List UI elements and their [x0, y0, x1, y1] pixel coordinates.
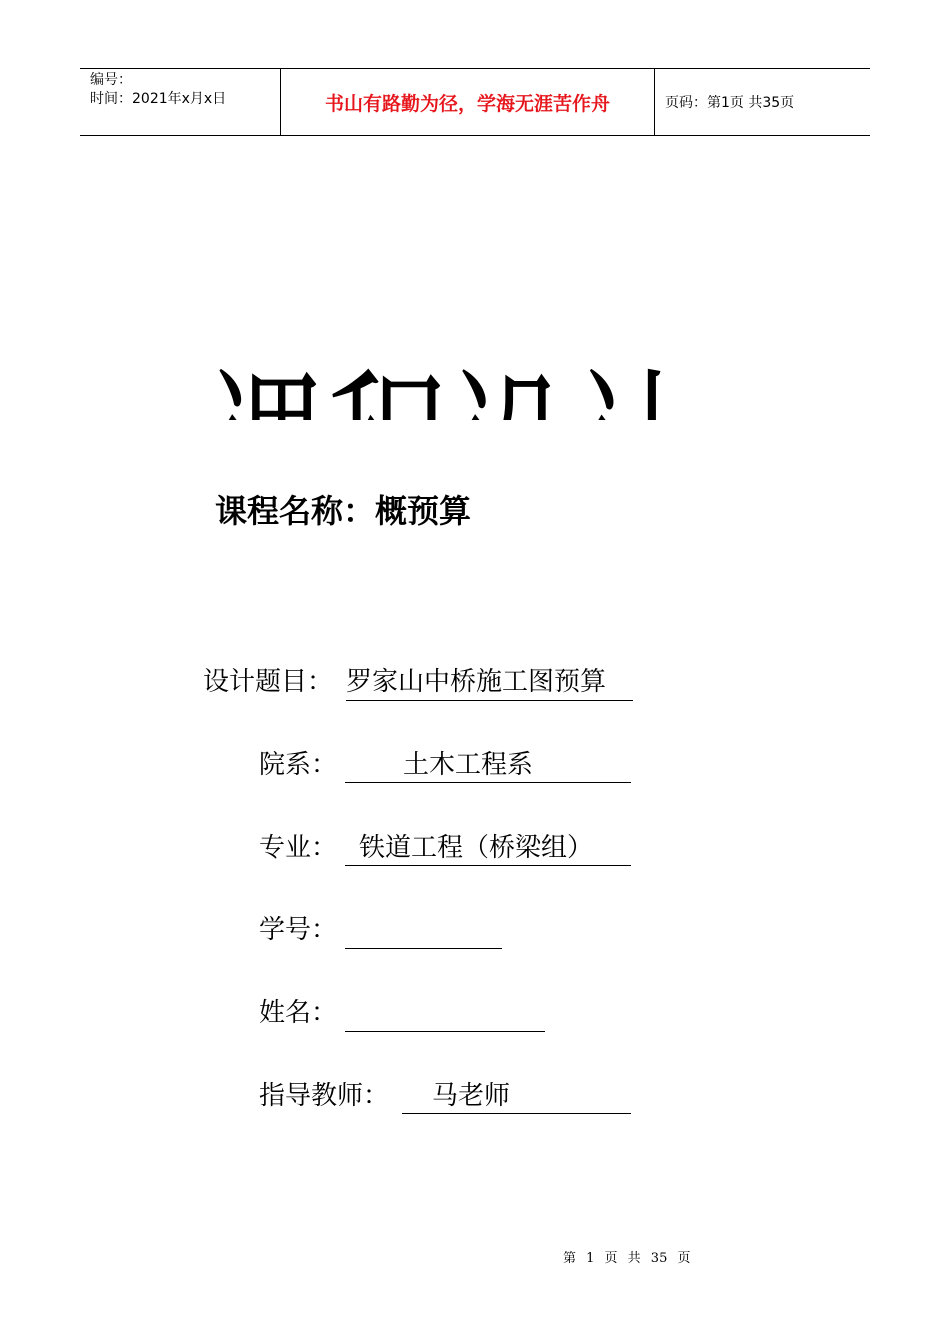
document-title: [205, 200, 705, 420]
major-label: 专业：: [259, 833, 338, 863]
document-number-label: 编号：: [90, 72, 132, 88]
name-field: [259, 993, 559, 1033]
document-title-graphic: [205, 200, 705, 420]
advisor-label: 指导教师：: [259, 1081, 390, 1111]
name-value: [345, 993, 545, 1032]
header-page-info: 页码：第1页 共35页: [665, 95, 795, 111]
topic-value: 罗家山中桥施工图预算: [346, 662, 633, 701]
page-number-footer: 第 1 页 共 35 页: [563, 1251, 691, 1266]
department-field: [259, 745, 639, 785]
student-id-field: [259, 910, 519, 950]
topic-field: [203, 662, 643, 702]
document-time: 时间：2021年x月x日: [90, 91, 227, 107]
topic-label: 设计题目：: [203, 667, 334, 697]
student-id-value: [345, 910, 502, 949]
header-meta: [80, 69, 281, 135]
advisor-value: 马老师: [402, 1076, 631, 1114]
name-label: 姓名：: [259, 998, 338, 1028]
page-header: [80, 68, 870, 136]
department-value: 土木工程系: [345, 745, 631, 783]
major-value: 铁道工程（桥梁组）: [345, 828, 631, 866]
document-title-text: [205, 351, 695, 420]
advisor-field: [259, 1076, 639, 1116]
header-motto: 书山有路勤为径，学海无涯苦作舟: [281, 69, 655, 135]
student-id-label: 学号：: [259, 915, 338, 945]
department-label: 院系：: [259, 750, 338, 780]
major-field: [259, 828, 639, 868]
course-name: 课程名称：概预算: [215, 492, 472, 530]
